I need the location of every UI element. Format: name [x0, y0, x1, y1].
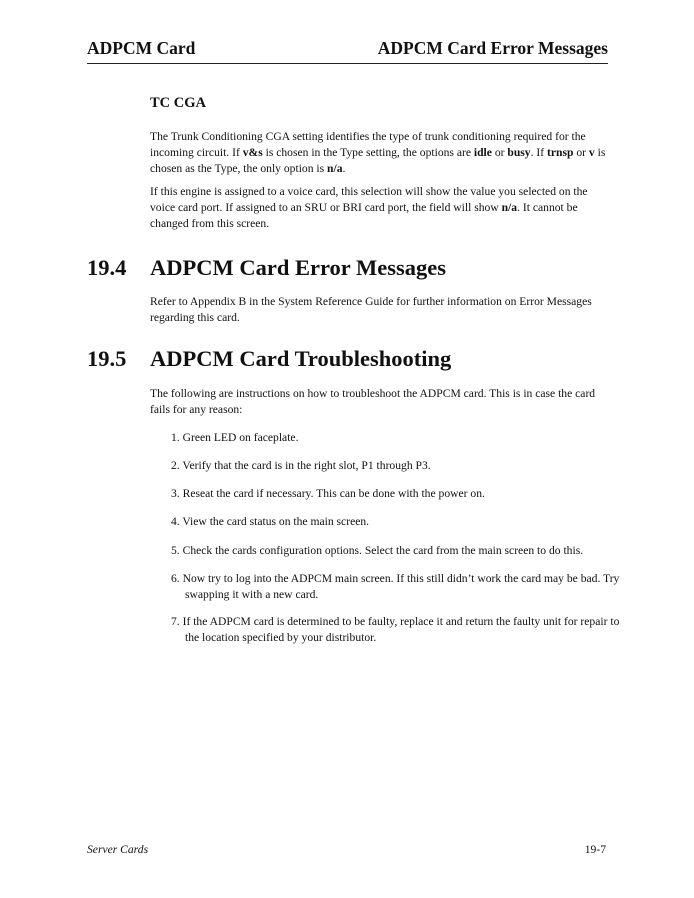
section-19-4-body: Refer to Appendix B in the System Reference Guide for further information on Error Messages regarding this card.: [150, 295, 592, 325]
section-19-5-number: 19.5: [87, 346, 127, 371]
section-19-5-heading: ADPCM Card Troubleshooting: [150, 346, 452, 371]
troubleshoot-step-5: 5. Check the cards configuration options. Select the card from the main screen to do this.: [171, 544, 584, 557]
troubleshoot-step-1: 1. Green LED on faceplate.: [171, 431, 299, 444]
tc-cga-paragraph-1: The Trunk Conditioning CGA setting identifies the type of trunk conditioning required for the incoming circuit. If v&s is chosen in the Type setting, the options are idle or busy. If trnsp or v is chosen as the Type, the only option is n/a.: [150, 130, 606, 176]
troubleshoot-step-3: 3. Reseat the card if necessary. This can be done with the power on.: [171, 487, 485, 500]
running-header-right: ADPCM Card Error Messages: [377, 38, 608, 58]
running-footer-left: Server Cards: [87, 843, 149, 856]
troubleshoot-step-7: 7. If the ADPCM card is determined to be faulty, replace it and return the faulty unit for repair to the location specified by your distributor.: [171, 615, 620, 645]
tc-cga-paragraph-2: If this engine is assigned to a voice card, this selection will show the value you selected on the voice card port. If assigned to an SRU or BRI card port, the field will show n/a. It cannot be changed from this screen.: [150, 185, 588, 231]
section-19-5-intro: The following are instructions on how to troubleshoot the ADPCM card. This is in case the card fails for any reason:: [150, 387, 596, 417]
tc-cga-heading: TC CGA: [150, 95, 206, 111]
section-19-4-number: 19.4: [87, 255, 127, 280]
troubleshoot-step-6: 6. Now try to log into the ADPCM main screen. If this still didn’t work the card may be bad. Try swapping it with a new card.: [171, 572, 620, 602]
section-19-4-title: [87, 255, 446, 281]
page-number: 19-7: [584, 843, 606, 856]
troubleshoot-step-2: 2. Verify that the card is in the right slot, P1 through P3.: [171, 459, 431, 472]
section-19-5-title: [87, 346, 451, 372]
troubleshoot-step-4: 4. View the card status on the main screen.: [171, 515, 370, 528]
section-19-4-heading: ADPCM Card Error Messages: [150, 255, 446, 280]
running-header-left: ADPCM Card: [87, 38, 196, 58]
header-divider: [87, 63, 608, 64]
